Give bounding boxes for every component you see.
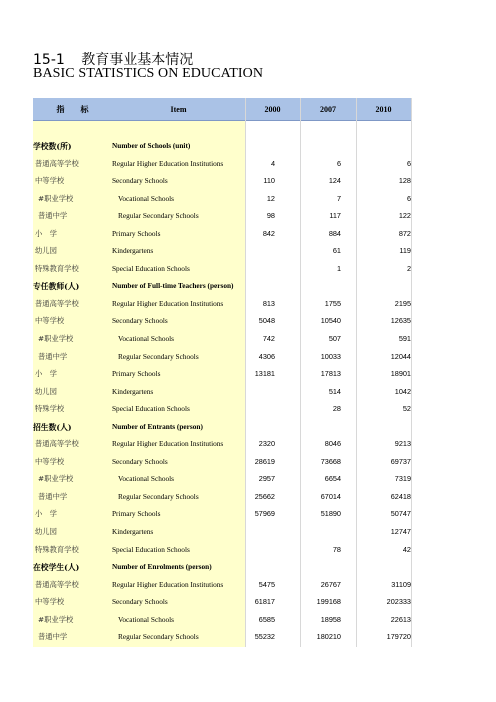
row-label-cn: 小 学: [35, 509, 57, 519]
value-2007: 6: [336, 158, 341, 168]
table-row: [33, 489, 411, 507]
value-2000: 842: [262, 228, 275, 238]
value-2000: 13181: [254, 369, 275, 379]
table-row: [33, 208, 411, 226]
value-2010: 7319: [394, 474, 411, 484]
table-row: [33, 261, 411, 279]
value-2010: 22613: [390, 614, 411, 624]
value-2010: 62418: [390, 491, 411, 501]
value-2010: 69737: [390, 456, 411, 466]
value-2000: 2320: [258, 439, 275, 449]
row-label-cn: 幼儿园: [35, 527, 57, 537]
header-year-2007: 2007: [320, 104, 336, 114]
row-label-cn: 普通高等学校: [35, 439, 79, 449]
row-label-en: Special Education Schools: [112, 544, 190, 554]
row-label-cn: 中等学校: [35, 316, 65, 326]
row-label-cn: #职业学校: [38, 334, 74, 344]
row-label-en: Vocational Schools: [118, 334, 175, 344]
title-cn-text: 教育事业基本情况: [81, 52, 194, 68]
header-year-2010: 2010: [375, 104, 392, 114]
value-2010: 12747: [390, 527, 411, 537]
row-label-en: Vocational Schools: [118, 474, 175, 484]
section-row: [33, 138, 411, 156]
row-label-en: Kindergartens: [112, 527, 154, 537]
table-number: 15-1: [33, 52, 65, 68]
value-2000: 98: [266, 211, 275, 221]
value-2010: 31109: [391, 579, 411, 589]
value-2000: 6585: [258, 614, 275, 624]
value-2010: 2195: [394, 298, 411, 308]
table-row: [33, 173, 411, 191]
value-2010: 202333: [386, 597, 411, 607]
row-label-en: Secondary Schools: [112, 316, 168, 326]
value-2000: 5475: [258, 579, 275, 589]
row-label-cn: 学校数(所): [33, 142, 72, 151]
row-label-cn: 普通高等学校: [35, 579, 79, 589]
value-2010: 52: [402, 404, 411, 414]
table-row: [33, 296, 411, 314]
row-label-cn: 普通高等学校: [35, 158, 79, 168]
column-divider: [411, 98, 412, 647]
row-label-en: Primary Schools: [112, 228, 161, 238]
row-label-cn: 普通中学: [38, 211, 68, 221]
table-row: [33, 366, 411, 384]
value-2010: 122: [398, 211, 411, 221]
row-label-cn: 在校学生(人): [33, 563, 80, 573]
table-row: [33, 629, 411, 647]
value-2000: 4: [270, 158, 275, 168]
row-label-en: Primary Schools: [112, 369, 161, 379]
value-2010: 50747: [390, 509, 411, 519]
table-row: [33, 331, 411, 349]
row-label-en: Regular Higher Education Institutions: [112, 579, 224, 589]
section-row: [33, 559, 411, 577]
value-2010: 6: [406, 158, 411, 168]
table-row: [33, 471, 411, 489]
page-title-en: BASIC STATISTICS ON EDUCATION: [33, 66, 264, 81]
table-row: [33, 524, 411, 542]
row-label-en: Primary Schools: [112, 509, 161, 519]
row-label-cn: 小 学: [35, 228, 57, 238]
value-2007: 1: [336, 263, 341, 273]
row-label-cn: 专任教师(人): [33, 282, 80, 292]
value-2007: 117: [329, 211, 341, 221]
value-2010: 1042: [394, 386, 411, 396]
value-2007: 61: [332, 246, 341, 256]
row-label-en: Number of Enrolments (person): [112, 562, 212, 572]
row-label-cn: 特殊教育学校: [35, 263, 79, 273]
row-label-en: Special Education Schools: [112, 263, 190, 273]
table-row: [33, 313, 411, 331]
row-label-en: Number of Full-time Teachers (person): [112, 281, 234, 291]
row-label-cn: #职业学校: [38, 474, 74, 484]
value-2007: 73668: [320, 456, 341, 466]
row-label-en: Regular Secondary Schools: [118, 632, 199, 642]
row-label-en: Kindergartens: [112, 246, 154, 256]
header-item: Item: [170, 104, 187, 114]
value-2007: 18958: [320, 614, 341, 624]
value-2010: 128: [398, 176, 411, 186]
row-label-cn: 普通中学: [38, 632, 68, 642]
value-2000: 2957: [258, 474, 275, 484]
value-2007: 51890: [320, 509, 341, 519]
table-row: [33, 612, 411, 630]
row-label-en: Secondary Schools: [112, 597, 168, 607]
table-row: [33, 577, 411, 595]
row-label-cn: #职业学校: [38, 614, 74, 624]
value-2000: 110: [263, 176, 275, 186]
row-label-cn: 特殊教育学校: [35, 544, 79, 554]
value-2010: 42: [402, 544, 411, 554]
row-label-en: Vocational Schools: [118, 614, 175, 624]
row-label-en: Regular Secondary Schools: [118, 211, 199, 221]
value-2007: 507: [328, 334, 341, 344]
value-2000: 12: [266, 193, 275, 203]
value-2010: 9213: [394, 439, 411, 449]
table-row: [33, 191, 411, 209]
row-label-cn: 中等学校: [35, 176, 65, 186]
value-2010: 12044: [390, 351, 411, 361]
row-label-en: Regular Higher Education Institutions: [112, 439, 224, 449]
header-year-2000: 2000: [264, 104, 281, 114]
table-row: [33, 594, 411, 612]
value-2000: 742: [262, 334, 275, 344]
row-label-cn: 中等学校: [35, 456, 65, 466]
row-label-en: Secondary Schools: [112, 176, 168, 186]
row-label-cn: 招生数(人): [33, 422, 72, 432]
row-label-en: Regular Secondary Schools: [118, 351, 199, 361]
value-2007: 10033: [320, 351, 341, 361]
value-2007: 17813: [320, 369, 341, 379]
value-2000: 55232: [254, 632, 275, 642]
value-2010: 18901: [390, 369, 411, 379]
row-label-en: Regular Higher Education Institutions: [112, 158, 224, 168]
row-label-en: Vocational Schools: [118, 193, 175, 203]
row-label-en: Kindergartens: [112, 386, 154, 396]
table-row: [33, 436, 411, 454]
table-row: [33, 243, 411, 261]
value-2000: 4306: [258, 351, 275, 361]
value-2007: 28: [332, 404, 341, 414]
value-2010: 591: [398, 334, 411, 344]
table-row: [33, 384, 411, 402]
value-2007: 8046: [324, 439, 341, 449]
table-row: [33, 349, 411, 367]
table-body: [33, 138, 411, 647]
value-2010: 179720: [386, 632, 411, 642]
value-2010: 12635: [390, 316, 411, 326]
value-2007: 884: [328, 228, 341, 238]
value-2007: 1755: [324, 298, 341, 308]
value-2000: 28619: [254, 456, 275, 466]
value-2007: 6654: [324, 474, 341, 484]
row-label-cn: 普通中学: [38, 491, 68, 501]
row-label-en: Secondary Schools: [112, 456, 168, 466]
row-label-en: Regular Secondary Schools: [118, 491, 199, 501]
section-row: [33, 278, 411, 296]
table-row: [33, 401, 411, 419]
row-label-en: Number of Entrants (person): [112, 421, 203, 431]
value-2010: 872: [398, 228, 411, 238]
row-label-cn: 幼儿园: [35, 246, 57, 256]
value-2000: 5048: [258, 316, 275, 326]
value-2007: 199168: [316, 597, 341, 607]
value-2010: 119: [399, 246, 411, 256]
row-label-cn: 小 学: [35, 369, 57, 379]
table-row: [33, 156, 411, 174]
value-2007: 124: [328, 176, 341, 186]
row-label-en: Regular Higher Education Institutions: [112, 298, 224, 308]
table-header: [33, 98, 411, 121]
table-row: [33, 542, 411, 560]
header-indicator-cn: 指 标: [56, 104, 89, 114]
row-label-cn: 中等学校: [35, 597, 65, 607]
value-2000: 57969: [254, 509, 275, 519]
value-2007: 514: [328, 386, 341, 396]
value-2000: 813: [262, 298, 275, 308]
table-row: [33, 226, 411, 244]
table-row: [33, 506, 411, 524]
table-row: [33, 454, 411, 472]
value-2007: 67014: [320, 491, 341, 501]
row-label-en: Number of Schools (unit): [112, 141, 191, 150]
value-2000: 61817: [254, 597, 275, 607]
value-2007: 10540: [320, 316, 341, 326]
row-label-cn: #职业学校: [38, 193, 74, 203]
row-label-cn: 幼儿园: [35, 386, 57, 396]
value-2007: 7: [336, 193, 341, 203]
row-label-en: Special Education Schools: [112, 404, 190, 414]
row-label-cn: 普通高等学校: [35, 298, 79, 308]
row-label-cn: 特殊学校: [35, 404, 65, 414]
value-2010: 2: [406, 263, 411, 273]
value-2010: 6: [406, 193, 411, 203]
value-2000: 25662: [254, 491, 275, 501]
value-2007: 26767: [320, 579, 341, 589]
value-2007: 78: [332, 544, 341, 554]
section-row: [33, 419, 411, 437]
value-2007: 180210: [316, 632, 341, 642]
row-label-cn: 普通中学: [38, 351, 68, 361]
